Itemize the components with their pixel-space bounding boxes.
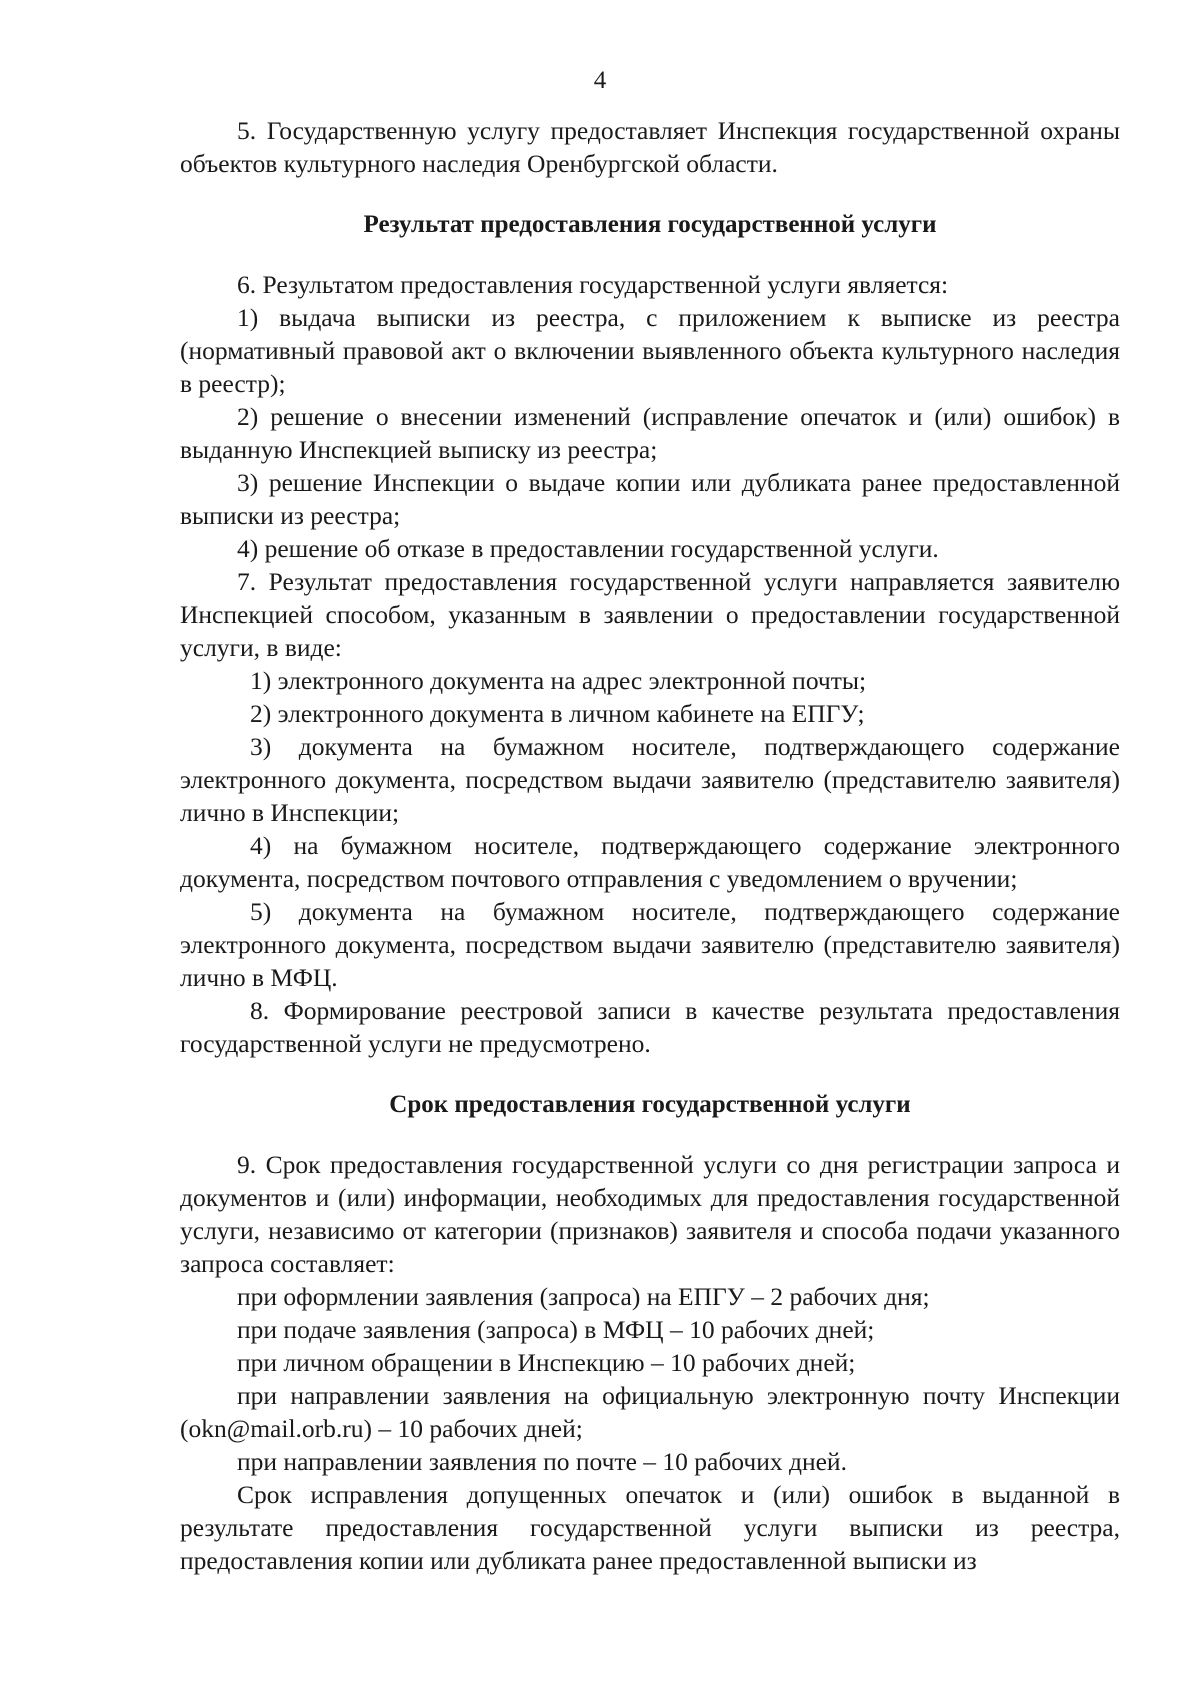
term-item-mfc: при подаче заявления (запроса) в МФЦ – 10 рабочих дней; [237, 1315, 875, 1344]
paragraph-6: 6. Результатом предоставления государственной услуги является: [237, 270, 949, 299]
list-item-6-3: 3) решение Инспекции о выдаче копии или дубликата ранее предоставленной выписки из реестра; [180, 468, 1120, 530]
list-item-7-1: 1) электронного документа на адрес электронной почты; [250, 666, 867, 695]
paragraph-correction-term: Срок исправления допущенных опечаток и (или) ошибок в выданной в результате предоставления государственной услуги выписки из реестра, предоставления копии или дубликата ранее предоставленной выписки из [180, 1480, 1120, 1575]
list-item-6-4: 4) решение об отказе в предоставлении государственной услуги. [237, 534, 939, 563]
page-number: 4 [593, 67, 607, 94]
paragraph-8: 8. Формирование реестровой записи в качестве результата предоставления государственной услуги не предусмотрено. [180, 996, 1120, 1058]
document-body [180, 114, 1120, 1577]
list-item-7-5: 5) документа на бумажном носителе, подтверждающего содержание электронного документа, посредством выдачи заявителю (представителю заявителя) лично в МФЦ. [180, 897, 1120, 992]
paragraph-5: 5. Государственную услугу предоставляет Инспекция государственной охраны объектов культурного наследия Оренбургской области. [180, 116, 1120, 178]
list-item-6-1: 1) выдача выписки из реестра, с приложением к выписке из реестра (нормативный правовой акт о включении выявленного объекта культурного наследия в реестр); [180, 303, 1120, 398]
section-heading-term: Срок предоставления государственной услуги [389, 1091, 911, 1118]
list-item-6-2: 2) решение о внесении изменений (исправление опечаток и (или) ошибок) в выданную Инспекцией выписку из реестра; [180, 402, 1120, 464]
term-item-email: при направлении заявления на официальную электронную почту Инспекции (okn@mail.orb.ru) – 10 рабочих дней; [180, 1381, 1120, 1443]
term-item-post: при направлении заявления по почте – 10 рабочих дней. [237, 1447, 847, 1476]
section-heading-result: Результат предоставления государственной услуги [363, 211, 937, 238]
paragraph-9: 9. Срок предоставления государственной услуги со дня регистрации запроса и документов и (или) информации, необходимых для предоставления государственной услуги, независимо от категории (признаков) заявителя и способа подачи указанного запроса составляет: [180, 1150, 1120, 1278]
list-item-7-3: 3) документа на бумажном носителе, подтверждающего содержание электронного документа, посредством выдачи заявителю (представителю заявителя) лично в Инспекции; [180, 732, 1120, 827]
paragraph-7: 7. Результат предоставления государственной услуги направляется заявителю Инспекцией способом, указанным в заявлении о предоставлении государственной услуги, в виде: [180, 567, 1120, 662]
term-item-epgu: при оформлении заявления (запроса) на ЕПГУ – 2 рабочих дня; [237, 1282, 930, 1311]
list-item-7-2: 2) электронного документа в личном кабинете на ЕПГУ; [250, 699, 865, 728]
term-item-personal: при личном обращении в Инспекцию – 10 рабочих дней; [237, 1348, 856, 1377]
list-item-7-4: 4) на бумажном носителе, подтверждающего содержание электронного документа, посредством почтового отправления с уведомлением о вручении; [180, 831, 1120, 893]
